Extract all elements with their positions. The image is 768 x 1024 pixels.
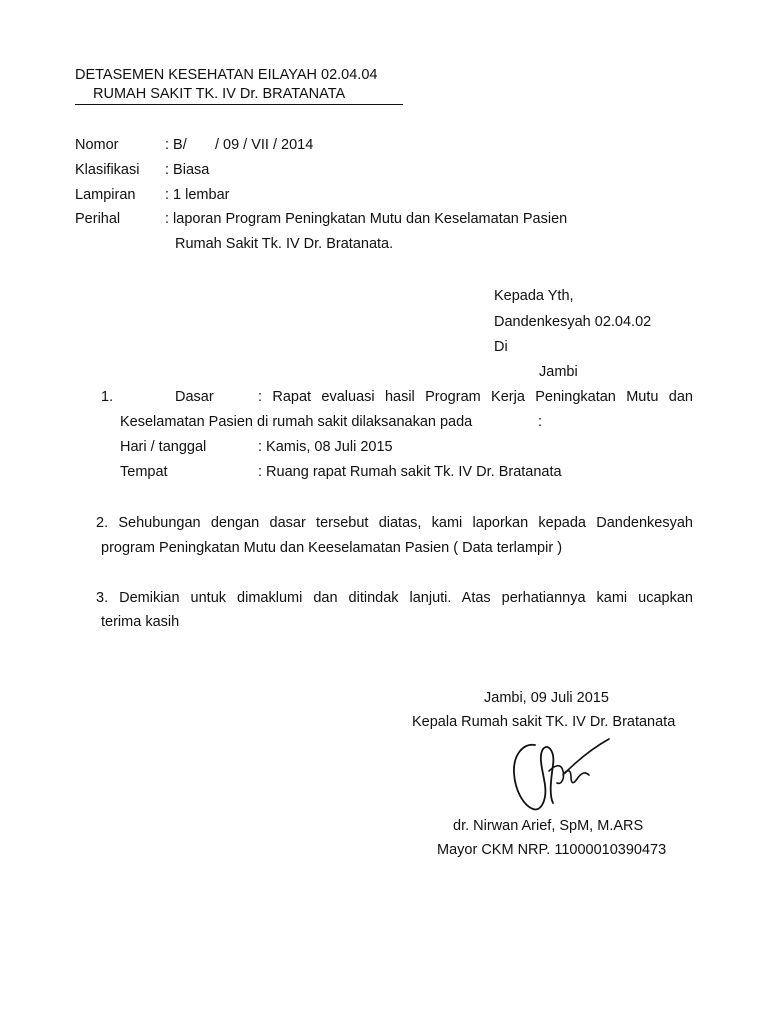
recipient-city: Jambi xyxy=(539,364,578,380)
meta-label: Nomor xyxy=(75,137,119,153)
point1-place-value: : Ruang rapat Rumah sakit Tk. IV Dr. Bratanata xyxy=(258,464,562,480)
header-hospital-text: RUMAH SAKIT TK. IV Dr. BRATANATA xyxy=(93,86,346,102)
point1-label: Dasar xyxy=(175,389,214,405)
point1-text-line2: Keselamatan Pasien di rumah sakit dilaksanakan pada xyxy=(120,414,473,430)
point3-line2: terima kasih xyxy=(101,614,180,630)
closing-position: Kepala Rumah sakit TK. IV Dr. Bratanata xyxy=(412,714,676,730)
point2-text: 2. Sehubungan dengan dasar tersebut diatas, kami laporkan kepada Dandenkesyah xyxy=(96,515,693,531)
point3-line1 xyxy=(96,591,693,606)
point1-day-label: Hari / tanggal xyxy=(120,439,207,455)
meta-label: Lampiran xyxy=(75,187,136,203)
point1-text-line1 xyxy=(258,390,693,405)
point1-colon: : xyxy=(538,414,543,430)
perihal-continuation: Rumah Sakit Tk. IV Dr. Bratanata. xyxy=(175,236,394,252)
point2-line2: program Peningkatan Mutu dan Keeselamatan Pasien ( Data terlampir ) xyxy=(101,540,563,556)
meta-value: : Biasa xyxy=(165,162,210,178)
closing-place-date: Jambi, 09 Juli 2015 xyxy=(484,690,609,706)
recipient-greeting: Kepada Yth, xyxy=(494,288,574,304)
meta-value: : B/ / 09 / VII / 2014 xyxy=(165,137,314,153)
recipient-name: Dandenkesyah 02.04.02 xyxy=(494,314,652,330)
header-unit: DETASEMEN KESEHATAN EILAYAH 02.04.04 xyxy=(75,67,378,83)
meta-label: Perihal xyxy=(75,211,121,227)
meta-value: : laporan Program Peningkatan Mutu dan Keselamatan Pasien xyxy=(165,211,568,227)
header-hospital xyxy=(75,87,403,105)
signature-image xyxy=(505,735,615,815)
point3-text: 3. Demikian untuk dimaklumi dan ditindak lanjuti. Atas perhatiannya kami ucapkan xyxy=(96,590,693,606)
point1-place-label: Tempat xyxy=(120,464,168,480)
point2-line1 xyxy=(96,516,693,531)
signatory-rank: Mayor CKM NRP. 11000010390473 xyxy=(437,842,667,858)
point1-text: : Rapat evaluasi hasil Program Kerja Peningkatan Mutu dan xyxy=(258,389,693,405)
recipient-di: Di xyxy=(494,339,508,355)
meta-value: : 1 lembar xyxy=(165,187,230,203)
meta-label: Klasifikasi xyxy=(75,162,140,178)
point1-day-value: : Kamis, 08 Juli 2015 xyxy=(258,439,393,455)
signatory-name: dr. Nirwan Arief, SpM, M.ARS xyxy=(453,818,644,834)
point1-number: 1. xyxy=(101,389,114,405)
